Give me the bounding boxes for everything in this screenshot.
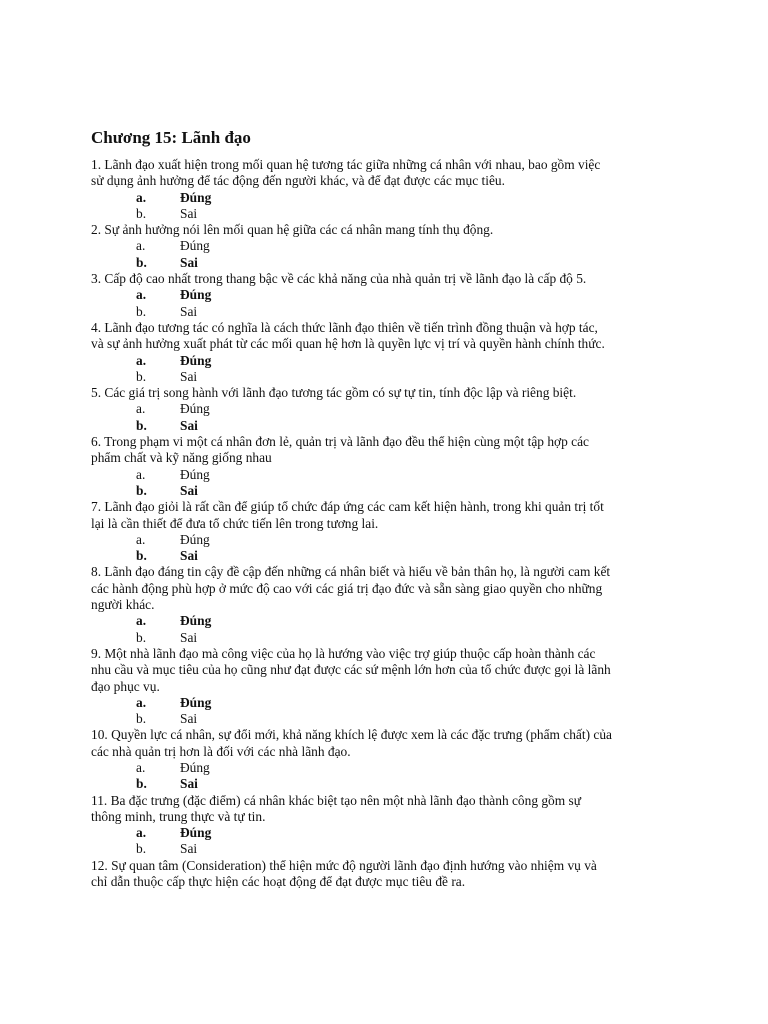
question-item (91, 157, 691, 222)
option-letter: a. (136, 466, 146, 482)
question-text-line: sử dụng ảnh hưởng để tác động đến người khác, và để đạt được các mục tiêu. (91, 173, 505, 189)
option-text: Đúng (180, 759, 210, 775)
option-letter: a. (136, 613, 147, 629)
question-item (91, 320, 691, 385)
option-letter: a. (136, 531, 146, 547)
question-text-line: 1. Lãnh đạo xuất hiện trong mối quan hệ tương tác giữa những cá nhân với nhau, bao gồm việc (91, 157, 601, 172)
option-text: Sai (180, 205, 198, 221)
answer-option-b (91, 841, 691, 857)
question-item (91, 499, 691, 564)
answer-option-a (91, 532, 691, 548)
option-text: Sai (180, 711, 198, 727)
answer-option-a (91, 695, 691, 711)
option-letter: b. (136, 711, 147, 727)
answer-option-b (91, 255, 691, 271)
question-item (91, 564, 691, 645)
answer-option-b (91, 711, 691, 727)
answer-option-b (91, 304, 691, 320)
option-letter: b. (136, 776, 147, 792)
option-text: Sai (180, 303, 198, 319)
question-text-line: thông minh, trung thực và tự tin. (91, 808, 266, 824)
option-text: Đúng (180, 466, 210, 482)
question-text-line: 9. Một nhà lãnh đạo mà công việc của họ là hướng vào việc trợ giúp thuộc cấp hoàn thành các (91, 645, 596, 661)
question-item (91, 385, 691, 434)
question-text-line: 3. Cấp độ cao nhất trong thang bậc về các khả năng của nhà quản trị về lãnh đạo là cấp độ 5. (91, 271, 587, 287)
question-text-line: người khác. (91, 597, 155, 613)
question-text-line: 5. Các giá trị song hành với lãnh đạo tương tác gồm có sự tự tin, tính độc lập và riêng biệt. (91, 385, 577, 401)
question-text-line: 6. Trong phạm vi một cá nhân đơn lẻ, quản trị và lãnh đạo đều thể hiện cùng một tập hợp các (91, 434, 589, 450)
answer-option-b (91, 548, 691, 564)
question-text-line: chỉ dẫn thuộc cấp thực hiện các hoạt động để đạt được mục tiêu đề ra. (91, 874, 466, 890)
question-text-line: 11. Ba đặc trưng (đặc điểm) cá nhân khác biệt tạo nên một nhà lãnh đạo thành công gồm sự (91, 792, 581, 808)
option-text: Đúng (180, 287, 212, 303)
question-text-line: đạo phục vụ. (91, 678, 160, 694)
option-letter: b. (136, 482, 147, 498)
option-letter: b. (136, 629, 147, 645)
answer-option-a (91, 353, 691, 369)
option-text: Đúng (180, 613, 212, 629)
answer-option-a (91, 401, 691, 417)
question-text-line: nhu cầu và mục tiêu của họ cũng như đạt được các sứ mệnh lớn hơn của tổ chức được gọi là lãnh (91, 662, 611, 678)
question-list (91, 157, 691, 890)
answer-option-a (91, 238, 691, 254)
option-text: Sai (180, 841, 198, 857)
answer-option-b (91, 369, 691, 385)
option-letter: b. (136, 205, 147, 221)
answer-option-a (91, 613, 691, 629)
answer-option-b (91, 630, 691, 646)
option-letter: a. (136, 401, 146, 417)
answer-option-b (91, 776, 691, 792)
option-letter: b. (136, 548, 147, 564)
chapter-title: Chương 15: Lãnh đạo (91, 128, 251, 147)
answer-option-b (91, 483, 691, 499)
option-text: Đúng (180, 189, 212, 205)
document-content (91, 128, 691, 890)
question-item (91, 271, 691, 320)
answer-option-a (91, 825, 691, 841)
question-item (91, 858, 691, 891)
option-letter: b. (136, 303, 147, 319)
option-text: Sai (180, 368, 198, 384)
question-item (91, 434, 691, 499)
option-text: Sai (180, 629, 198, 645)
option-letter: b. (136, 254, 147, 270)
option-text: Đúng (180, 694, 212, 710)
question-text-line: 7. Lãnh đạo giỏi là rất cần để giúp tổ chức đáp ứng các cam kết hiện hành, trong khi quản trị tốt (91, 499, 604, 515)
option-letter: a. (136, 694, 147, 710)
answer-option-b (91, 418, 691, 434)
question-text-line: 8. Lãnh đạo đáng tin cậy đề cập đến những cá nhân biết và hiểu về bản thân họ, là người cam kết (91, 564, 611, 580)
question-text-line: phẩm chất và kỹ năng giống nhau (91, 450, 272, 466)
question-text-line: các hành động phù hợp ở mức độ cao với các giá trị đạo đức và sẵn sàng giao quyền cho những (91, 580, 603, 596)
question-text-line: 4. Lãnh đạo tương tác có nghĩa là cách thức lãnh đạo thiên về tiến trình đồng thuận và hợp tác, (91, 319, 598, 335)
question-text-line: lại là cần thiết để đưa tổ chức tiến lên trong tương lai. (91, 515, 379, 531)
answer-option-b (91, 206, 691, 222)
question-text-line: 2. Sự ảnh hưởng nói lên mối quan hệ giữa các cá nhân mang tính thụ động. (91, 222, 494, 238)
option-text: Đúng (180, 352, 212, 368)
question-text-line: 10. Quyền lực cá nhân, sự đổi mới, khả năng khích lệ được xem là các đặc trưng (phẩm chất) của (91, 727, 612, 743)
option-letter: a. (136, 189, 147, 205)
option-text: Đúng (180, 401, 210, 417)
option-text: Sai (180, 776, 198, 792)
answer-option-a (91, 287, 691, 303)
option-letter: a. (136, 825, 147, 841)
option-letter: a. (136, 759, 146, 775)
answer-option-a (91, 190, 691, 206)
option-letter: a. (136, 287, 147, 303)
option-text: Đúng (180, 531, 210, 547)
question-text-line: các nhà quản trị hơn là đối với các nhà lãnh đạo. (91, 743, 351, 759)
answer-option-a (91, 467, 691, 483)
option-text: Đúng (180, 825, 212, 841)
option-letter: b. (136, 417, 147, 433)
question-text-line: 12. Sự quan tâm (Consideration) thể hiện mức độ người lãnh đạo định hướng vào nhiệm vụ và (91, 857, 597, 873)
answer-option-a (91, 760, 691, 776)
question-item (91, 646, 691, 727)
option-letter: a. (136, 352, 147, 368)
question-item (91, 222, 691, 271)
question-item (91, 793, 691, 858)
option-letter: a. (136, 238, 146, 254)
question-item (91, 727, 691, 792)
option-text: Sai (180, 548, 198, 564)
option-text: Đúng (180, 238, 210, 254)
question-text-line: và sự ảnh hưởng xuất phát từ các mối quan hệ hơn là quyền lực vị trí và quyền hành chính thức. (91, 336, 605, 352)
option-text: Sai (180, 482, 198, 498)
option-letter: b. (136, 368, 147, 384)
option-text: Sai (180, 254, 198, 270)
option-letter: b. (136, 841, 147, 857)
option-text: Sai (180, 417, 198, 433)
